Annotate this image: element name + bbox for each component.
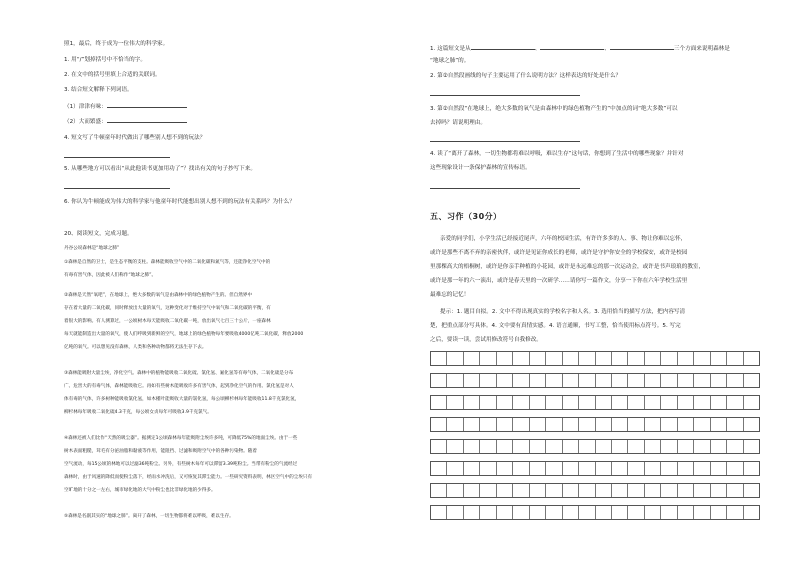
grid-cell[interactable] bbox=[497, 506, 513, 519]
grid-cell[interactable] bbox=[546, 374, 562, 387]
grid-cell[interactable] bbox=[727, 462, 743, 475]
grid-cell[interactable] bbox=[579, 506, 595, 519]
grid-cell[interactable] bbox=[447, 462, 463, 475]
answer-blank[interactable] bbox=[471, 44, 535, 50]
grid-cell[interactable] bbox=[497, 440, 513, 453]
grid-cell[interactable] bbox=[447, 374, 463, 387]
grid-cell[interactable] bbox=[661, 352, 677, 365]
grid-cell[interactable] bbox=[711, 462, 727, 475]
grid-cell[interactable] bbox=[497, 484, 513, 497]
grid-row bbox=[430, 395, 760, 410]
grid-row bbox=[430, 439, 760, 454]
grid-cell[interactable] bbox=[628, 374, 644, 387]
question-3-1 bbox=[64, 102, 187, 111]
grid-cell[interactable] bbox=[727, 396, 743, 409]
answer-line[interactable] bbox=[64, 157, 170, 158]
grid-cell[interactable] bbox=[447, 396, 463, 409]
grid-cell[interactable] bbox=[546, 462, 562, 475]
grid-cell[interactable] bbox=[480, 418, 496, 431]
grid-cell[interactable] bbox=[628, 484, 644, 497]
grid-cell[interactable] bbox=[563, 484, 579, 497]
tips-line: 之后，要读一读，尝试用修改符号自我修改。 bbox=[430, 337, 542, 343]
grid-cell[interactable] bbox=[678, 374, 694, 387]
article-line: ①森林是自然的卫士，是生态平衡的支柱。森林能吸收空气中的二氧化碳和氮气等，还能净化空气中的 bbox=[64, 260, 271, 265]
question-6: 6. 你认为牛顿能成为伟大的科学家与他童年时代能想出别人想不到的玩法有关系吗？为什么？ bbox=[64, 199, 295, 205]
grid-cell[interactable] bbox=[661, 418, 677, 431]
grid-cell[interactable] bbox=[530, 440, 546, 453]
grid-cell[interactable] bbox=[645, 396, 661, 409]
right-question-1-tail: “地球之肺”的。 bbox=[430, 58, 470, 64]
grid-cell[interactable] bbox=[727, 484, 743, 497]
grid-cell[interactable] bbox=[711, 396, 727, 409]
grid-cell[interactable] bbox=[563, 440, 579, 453]
grid-cell[interactable] bbox=[464, 374, 480, 387]
grid-cell[interactable] bbox=[579, 396, 595, 409]
article-line: 柳杉林每年吸收二氧化硫4.3千克，每公顷女贞每年可吸收3.9千克氯气。 bbox=[64, 410, 212, 415]
tips-line: 提示：1. 题目自拟。2. 文中不得出现真实的学校名字和人名。3. 选用恰当的描写方法，把内容写清 bbox=[440, 309, 686, 315]
grid-cell[interactable] bbox=[661, 462, 677, 475]
grid-cell[interactable] bbox=[464, 484, 480, 497]
grid-cell[interactable] bbox=[431, 396, 447, 409]
grid-cell[interactable] bbox=[645, 352, 661, 365]
grid-cell[interactable] bbox=[596, 506, 612, 519]
grid-cell[interactable] bbox=[464, 440, 480, 453]
grid-row bbox=[430, 483, 760, 498]
grid-cell[interactable] bbox=[645, 506, 661, 519]
grid-cell[interactable] bbox=[464, 418, 480, 431]
grid-cell[interactable] bbox=[645, 484, 661, 497]
grid-cell[interactable] bbox=[694, 484, 710, 497]
article-line: 树木表面粗糙，茸毛有分泌油脂和黏液等作用，能阻挡、过滤和吸附空气中的各种污染物。随着 bbox=[64, 449, 257, 454]
grid-cell[interactable] bbox=[711, 506, 727, 519]
grid-cell[interactable] bbox=[612, 352, 628, 365]
grid-cell[interactable] bbox=[464, 396, 480, 409]
grid-cell[interactable] bbox=[530, 484, 546, 497]
right-question-3-cont: 去掉吗？请说明理由。 bbox=[430, 120, 486, 126]
right-question-2: 2. 第②自然段画线的句子主要运用了什么说明方法？这样表达的好处是什么？ bbox=[430, 73, 622, 79]
separator: 、 bbox=[534, 46, 541, 52]
question-3-2-label: （2）大而繁盛： bbox=[64, 119, 107, 125]
grid-cell[interactable] bbox=[596, 396, 612, 409]
question-3-2 bbox=[64, 117, 187, 126]
grid-cell[interactable] bbox=[628, 506, 644, 519]
grid-cell[interactable] bbox=[678, 396, 694, 409]
article-line: 广、危害大的有毒气体，森林能吸收它。再如有些树木能吸收许多有害气体，起到净化空气的作用。氯化氢是对人 bbox=[64, 384, 294, 389]
grid-cell[interactable] bbox=[563, 396, 579, 409]
grid-cell[interactable] bbox=[579, 462, 595, 475]
grid-cell[interactable] bbox=[661, 506, 677, 519]
grid-cell[interactable] bbox=[661, 484, 677, 497]
grid-cell[interactable] bbox=[678, 506, 694, 519]
grid-cell[interactable] bbox=[530, 374, 546, 387]
grid-cell[interactable] bbox=[431, 374, 447, 387]
grid-cell[interactable] bbox=[513, 484, 529, 497]
article-line: ⑤森林是名副其实的“地球之肺”。离开了森林，一切生物都将难以呼吸，难以生存。 bbox=[64, 514, 234, 519]
grid-cell[interactable] bbox=[513, 352, 529, 365]
grid-row bbox=[430, 373, 760, 388]
grid-cell[interactable] bbox=[513, 462, 529, 475]
answer-line[interactable] bbox=[64, 188, 170, 189]
question-4: 4. 短文写了牛顿童年时代做出了哪些别人想不到的玩法？ bbox=[64, 135, 206, 141]
grid-cell[interactable] bbox=[694, 462, 710, 475]
grid-cell[interactable] bbox=[480, 352, 496, 365]
grid-cell[interactable] bbox=[711, 418, 727, 431]
grid-cell[interactable] bbox=[530, 418, 546, 431]
grid-cell[interactable] bbox=[513, 374, 529, 387]
grid-cell[interactable] bbox=[744, 374, 759, 387]
question-3: 3. 结合短文解释下列词语。 bbox=[64, 87, 133, 93]
grid-cell[interactable] bbox=[579, 418, 595, 431]
article-line: 存在着大量的二氧化碳，同时释放出大量的氧气，这种变化对于维持空气中氧气和二氧化碳的平衡，有 bbox=[64, 306, 271, 311]
article-line: 森林时，由于风速的降低而使粉尘落下，经雨水冲洗后，又可恢复其滞尘能力。一些研究资料表明，林区空气中的尘埃只有 bbox=[64, 475, 313, 480]
grid-cell[interactable] bbox=[727, 352, 743, 365]
grid-cell[interactable] bbox=[612, 374, 628, 387]
right-question-1-end: 三个方面来说明森林是 bbox=[673, 46, 730, 52]
grid-cell[interactable] bbox=[563, 462, 579, 475]
article-line: 体有毒的气体，许多树种能吸收氯化氢，如木槿叶能吸收大量的氯化氢，每公顷柳杉林每年能吸收11.8千克氯化氢， bbox=[64, 397, 300, 402]
grid-cell[interactable] bbox=[579, 352, 595, 365]
article-line: ②森林是天然“氧吧”，在地球上，绝大多数的氧气是由森林中的绿色植物产生的。但自然界中 bbox=[64, 293, 253, 298]
grid-cell[interactable] bbox=[447, 418, 463, 431]
grid-cell[interactable] bbox=[431, 418, 447, 431]
grid-cell[interactable] bbox=[727, 418, 743, 431]
answer-line[interactable] bbox=[430, 188, 580, 189]
grid-cell[interactable] bbox=[596, 374, 612, 387]
grid-cell[interactable] bbox=[530, 396, 546, 409]
grid-cell[interactable] bbox=[513, 440, 529, 453]
grid-cell[interactable] bbox=[546, 484, 562, 497]
grid-cell[interactable] bbox=[431, 506, 447, 519]
grid-cell[interactable] bbox=[612, 462, 628, 475]
grid-cell[interactable] bbox=[727, 374, 743, 387]
prompt-line: 亲爱的同学们，小学生活已经接近尾声，六年的校园生活，有许许多多的人、事、物让你难以忘怀， bbox=[440, 236, 687, 242]
article-line: ③森林能吸附大量尘埃，净化空气。森林中的植物能吸收二氧化硫、氯化氢、氟化氢等有毒气体，二氧化硫是分布 bbox=[64, 371, 294, 376]
prompt-line: 里那棵高大的梧桐树，或许是你亲手种植的小花园，或许是永远难忘的那一次运动会，或许是书声琅琅的教室， bbox=[430, 264, 705, 270]
grid-cell[interactable] bbox=[596, 352, 612, 365]
article-title: 丹谷公说森林是“地球之肺” bbox=[64, 246, 120, 251]
grid-cell[interactable] bbox=[579, 374, 595, 387]
grid-cell[interactable] bbox=[480, 440, 496, 453]
grid-cell[interactable] bbox=[678, 484, 694, 497]
article-line: 空气流动，每15公顷的林地可以过滤36吨粉尘。另外，有些树木每年可以滞留3.39吨粉尘。当带有粉尘的气流经过 bbox=[64, 462, 298, 467]
grid-cell[interactable] bbox=[661, 396, 677, 409]
question-5: 5. 从哪些地方可以看出“从此他读书更加用功了”？找出有关的句子抄写下来。 bbox=[64, 166, 256, 172]
grid-cell[interactable] bbox=[628, 352, 644, 365]
grid-row bbox=[430, 505, 760, 520]
grid-cell[interactable] bbox=[628, 396, 644, 409]
grid-cell[interactable] bbox=[546, 440, 562, 453]
grid-cell[interactable] bbox=[480, 396, 496, 409]
answer-blank[interactable] bbox=[107, 102, 187, 108]
grid-cell[interactable] bbox=[628, 440, 644, 453]
grid-cell[interactable] bbox=[711, 440, 727, 453]
answer-blank[interactable] bbox=[107, 117, 187, 123]
grid-cell[interactable] bbox=[480, 374, 496, 387]
grid-cell[interactable] bbox=[596, 418, 612, 431]
grid-cell[interactable] bbox=[530, 506, 546, 519]
left-column bbox=[64, 0, 384, 562]
article-line: 亿吨的氧气。可以想见没有森林，人类和各种动物都将无法生存下去。 bbox=[64, 345, 207, 350]
right-question-4-cont: 这些现象设计一条保护森林的宣传标语。 bbox=[430, 165, 531, 171]
grid-cell[interactable] bbox=[678, 352, 694, 365]
grid-cell[interactable] bbox=[563, 374, 579, 387]
grid-cell[interactable] bbox=[579, 440, 595, 453]
answer-line[interactable] bbox=[430, 141, 580, 142]
right-question-1 bbox=[430, 44, 730, 53]
grid-cell[interactable] bbox=[464, 352, 480, 365]
grid-cell[interactable] bbox=[612, 418, 628, 431]
grid-cell[interactable] bbox=[744, 484, 759, 497]
grid-cell[interactable] bbox=[497, 396, 513, 409]
grid-cell[interactable] bbox=[546, 352, 562, 365]
grid-cell[interactable] bbox=[546, 396, 562, 409]
grid-cell[interactable] bbox=[694, 396, 710, 409]
grid-cell[interactable] bbox=[711, 374, 727, 387]
grid-cell[interactable] bbox=[530, 462, 546, 475]
grid-row bbox=[430, 351, 760, 366]
tips-line: 楚，把重点部分写具体。4. 文中要有真情实感。4. 语言通顺，书写工整，恰当使用标点符号。5. 写完 bbox=[430, 323, 681, 329]
grid-cell[interactable] bbox=[447, 484, 463, 497]
grid-cell[interactable] bbox=[744, 440, 759, 453]
prompt-line: 最难忘的记忆！ bbox=[430, 292, 470, 298]
grid-cell[interactable] bbox=[431, 440, 447, 453]
grid-cell[interactable] bbox=[464, 462, 480, 475]
grid-cell[interactable] bbox=[596, 462, 612, 475]
grid-cell[interactable] bbox=[678, 418, 694, 431]
grid-cell[interactable] bbox=[497, 462, 513, 475]
question-1: 1. 用“/”划掉括号中不恰当的字。 bbox=[64, 57, 146, 63]
grid-cell[interactable] bbox=[513, 506, 529, 519]
grid-row bbox=[430, 417, 760, 432]
grid-cell[interactable] bbox=[563, 506, 579, 519]
question-3-1-label: （1）津津有味： bbox=[64, 104, 107, 110]
grid-cell[interactable] bbox=[546, 418, 562, 431]
grid-cell[interactable] bbox=[744, 352, 759, 365]
grid-cell[interactable] bbox=[694, 374, 710, 387]
grid-cell[interactable] bbox=[431, 484, 447, 497]
grid-cell[interactable] bbox=[497, 418, 513, 431]
grid-cell[interactable] bbox=[678, 440, 694, 453]
grid-cell[interactable] bbox=[513, 418, 529, 431]
grid-cell[interactable] bbox=[628, 462, 644, 475]
section-title-composition: 五、习作（30分） bbox=[430, 212, 502, 221]
grid-cell[interactable] bbox=[546, 506, 562, 519]
grid-cell[interactable] bbox=[678, 462, 694, 475]
grid-cell[interactable] bbox=[694, 506, 710, 519]
grid-cell[interactable] bbox=[711, 484, 727, 497]
grid-cell[interactable] bbox=[596, 484, 612, 497]
grid-cell[interactable] bbox=[744, 396, 759, 409]
answer-blank[interactable] bbox=[540, 44, 604, 50]
grid-cell[interactable] bbox=[563, 352, 579, 365]
article-line: ④森林还被人们比作“天然的吸尘器”。据测定1公顷森林每年能吸附尘埃许多吨，可降低75%的地面尘埃。由于一些 bbox=[64, 436, 298, 441]
grid-cell[interactable] bbox=[579, 484, 595, 497]
grid-cell[interactable] bbox=[480, 506, 496, 519]
grid-cell[interactable] bbox=[497, 374, 513, 387]
grid-cell[interactable] bbox=[497, 352, 513, 365]
grid-cell[interactable] bbox=[530, 352, 546, 365]
grid-cell[interactable] bbox=[612, 484, 628, 497]
writing-grid[interactable] bbox=[430, 351, 760, 521]
article-line: 每天就能制造出大量的氧气，使人们呼吸到新鲜的空气，地球上的绿色植物每年要吸收4000亿吨二氧化碳，释放2000 bbox=[64, 332, 304, 337]
grid-cell[interactable] bbox=[628, 418, 644, 431]
article-line: 有毒有害气体，因此被人们称作“地球之肺”。 bbox=[64, 273, 157, 278]
grid-cell[interactable] bbox=[645, 374, 661, 387]
grid-cell[interactable] bbox=[694, 352, 710, 365]
grid-cell[interactable] bbox=[612, 506, 628, 519]
grid-cell[interactable] bbox=[711, 352, 727, 365]
grid-cell[interactable] bbox=[661, 374, 677, 387]
grid-cell[interactable] bbox=[727, 440, 743, 453]
grid-cell[interactable] bbox=[447, 506, 463, 519]
separator: 、 bbox=[604, 46, 610, 52]
right-question-3: 3. 第②自然段“在地球上，绝大多数的氧气是由森林中的绿色植物产生的”中加点的词“绝大多数”可以 bbox=[430, 106, 678, 112]
prompt-line: 或许是那些不离不弃的亲密伙伴，或许是见证你成长的老师，或许是守护你安全的学校保安，或许是校园 bbox=[430, 250, 688, 256]
grid-cell[interactable] bbox=[447, 440, 463, 453]
article-line: 空旷地的十分之一左右，城市绿化地的大气中粉尘也比非绿化地的少得多。 bbox=[64, 488, 216, 493]
grid-cell[interactable] bbox=[513, 396, 529, 409]
grid-cell[interactable] bbox=[661, 440, 677, 453]
prompt-line: 或许是那一年的六一演出，或许是春天里的一次研学……请你写一篇作文，分享一下你在六年学校生活里 bbox=[430, 278, 688, 284]
grid-cell[interactable] bbox=[744, 506, 759, 519]
article-line: 着很大的影响。有人测算过，一公顷树木每天能吸收二氧化碳一吨，放出氧气七百三十公斤，一座森林 bbox=[64, 319, 271, 324]
question-20: 20、阅读短文，完成习题。 bbox=[64, 231, 133, 237]
grid-cell[interactable] bbox=[480, 462, 496, 475]
grid-cell[interactable] bbox=[645, 418, 661, 431]
grid-cell[interactable] bbox=[694, 418, 710, 431]
grid-cell[interactable] bbox=[431, 462, 447, 475]
grid-cell[interactable] bbox=[694, 440, 710, 453]
right-question-4: 4. 读了“离开了森林，一切生物都将难以呼吸，难以生存”这句话，你想到了生活中的哪些现象？并针对 bbox=[430, 151, 684, 157]
grid-cell[interactable] bbox=[596, 440, 612, 453]
grid-cell[interactable] bbox=[480, 484, 496, 497]
question-2: 2. 在文中的括号里填上合适的关联词。 bbox=[64, 72, 161, 78]
grid-cell[interactable] bbox=[645, 462, 661, 475]
grid-cell[interactable] bbox=[464, 506, 480, 519]
grid-cell[interactable] bbox=[645, 440, 661, 453]
grid-cell[interactable] bbox=[447, 352, 463, 365]
passage-ending: 照1，最后，终于成为一位伟大的科学家。 bbox=[64, 41, 169, 47]
grid-cell[interactable] bbox=[612, 396, 628, 409]
answer-line[interactable] bbox=[430, 95, 580, 96]
grid-cell[interactable] bbox=[563, 418, 579, 431]
grid-row bbox=[430, 461, 760, 476]
answer-blank[interactable] bbox=[610, 44, 674, 50]
grid-cell[interactable] bbox=[744, 462, 759, 475]
grid-cell[interactable] bbox=[727, 506, 743, 519]
grid-cell[interactable] bbox=[612, 440, 628, 453]
grid-cell[interactable] bbox=[744, 418, 759, 431]
grid-cell[interactable] bbox=[431, 352, 447, 365]
right-question-1-label: 1. 这篇短文是从 bbox=[430, 46, 471, 52]
